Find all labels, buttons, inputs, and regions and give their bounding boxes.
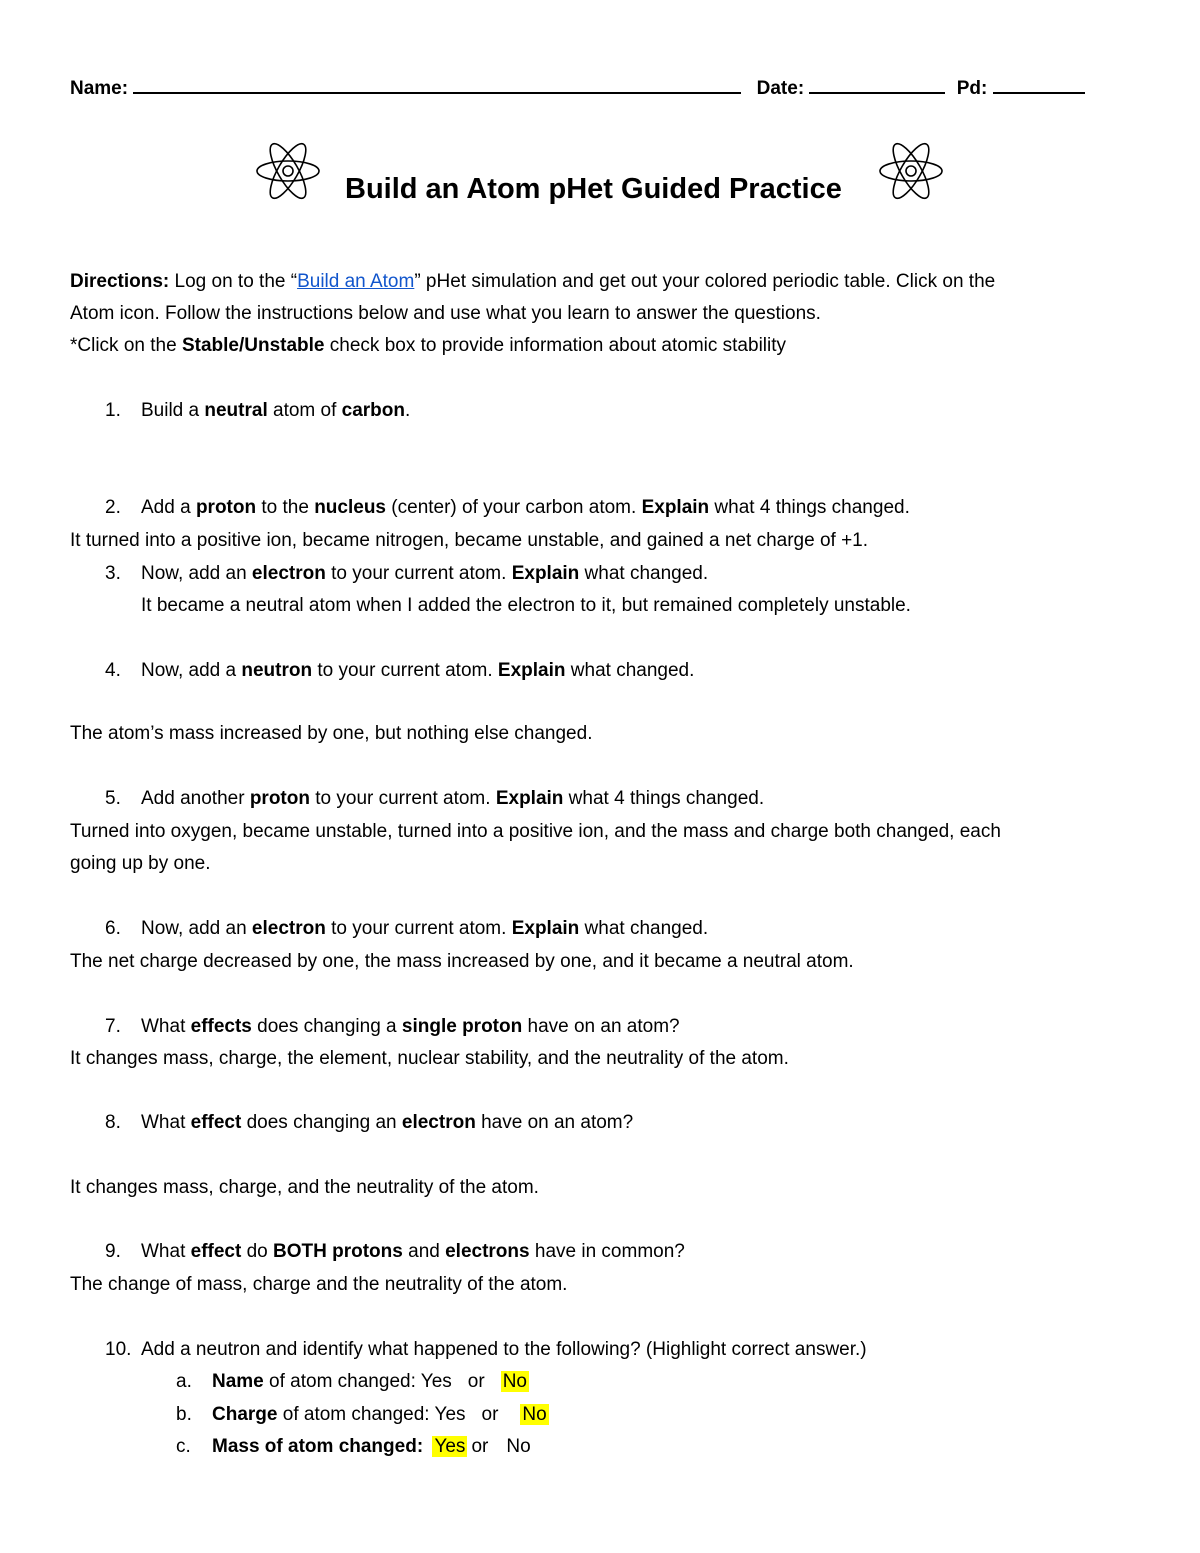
name-field[interactable] <box>133 74 741 94</box>
answer-no-highlighted[interactable]: No <box>522 1404 547 1425</box>
question-7 <box>105 1015 680 1039</box>
question-number: 8. <box>105 1112 121 1133</box>
item-term: Mass of atom changed: <box>212 1436 424 1457</box>
q-text: . <box>405 400 411 421</box>
question-number: 3. <box>105 563 121 584</box>
q-term: single proton <box>401 1016 523 1037</box>
pd-field[interactable] <box>993 74 1085 94</box>
item-text: of atom changed: <box>277 1404 435 1425</box>
q-term: Explain <box>511 563 580 584</box>
q-term: BOTH protons <box>273 1241 403 1262</box>
item-text <box>423 1436 428 1457</box>
item-term: Name <box>212 1371 264 1392</box>
directions-line-2: Atom icon. Follow the instructions below and use what you learn to answer the questions. <box>70 303 821 324</box>
question-8 <box>105 1111 633 1135</box>
question-1 <box>105 399 410 423</box>
atom-icon <box>255 138 321 204</box>
q-text: What <box>141 1241 191 1262</box>
answer-3: It became a neutral atom when I added the electron to it, but remained completely unstable. <box>141 595 911 616</box>
q-term: effect <box>190 1112 242 1133</box>
directions-text: *Click on the <box>70 335 182 356</box>
answer-no[interactable]: No <box>506 1436 531 1457</box>
q-text: to your current atom. <box>312 660 498 681</box>
q-text: to your current atom. <box>325 563 512 584</box>
directions-label: Directions: <box>70 271 170 292</box>
answer-yes[interactable]: Yes <box>420 1371 452 1392</box>
answer-yes[interactable]: Yes <box>434 1404 466 1425</box>
answer-yes-highlighted[interactable]: Yes <box>434 1436 466 1457</box>
q-text: Add a <box>141 497 196 518</box>
question-number: 7. <box>105 1016 121 1037</box>
header-row <box>70 74 1085 101</box>
q-text: what 4 things changed. <box>563 788 765 809</box>
question-number: 6. <box>105 918 121 939</box>
answer-6: The net charge decreased by one, the mass increased by one, and it became a neutral atom. <box>70 951 854 972</box>
question-6 <box>105 917 708 941</box>
directions-line-3 <box>70 334 786 358</box>
date-field[interactable] <box>809 74 945 94</box>
build-an-atom-link[interactable]: Build an Atom <box>297 271 415 292</box>
answer-2: It turned into a positive ion, became nitrogen, became unstable, and gained a net charge of +1. <box>70 530 869 551</box>
pd-label: Pd: <box>956 78 988 99</box>
q-term: effect <box>190 1241 242 1262</box>
q-text: Add another <box>141 788 250 809</box>
q-term: Explain <box>641 497 710 518</box>
q-term: Explain <box>497 660 566 681</box>
q-text: to your current atom. <box>309 788 496 809</box>
q-term: electron <box>251 918 326 939</box>
item-text: of atom changed: <box>263 1371 421 1392</box>
q-term: electron <box>401 1112 476 1133</box>
q-text: what changed. <box>579 918 709 939</box>
q-text: Build a <box>141 400 205 421</box>
q-text: what changed. <box>565 660 695 681</box>
name-label: Name: <box>70 78 129 99</box>
question-2 <box>105 496 910 520</box>
directions-line-1 <box>70 270 995 294</box>
q-term: electrons <box>445 1241 530 1262</box>
answer-or: or <box>471 1436 489 1457</box>
q-text: Now, add a <box>141 660 242 681</box>
q-text: does changing a <box>251 1016 402 1037</box>
question-10 <box>105 1338 867 1362</box>
answer-8: It changes mass, charge, and the neutrality of the atom. <box>70 1177 539 1198</box>
answer-7: It changes mass, charge, the element, nuclear stability, and the neutrality of the atom. <box>70 1048 789 1069</box>
q-term: electron <box>251 563 326 584</box>
directions-text: ” pHet simulation and get out your colored periodic table. Click on the <box>414 271 996 292</box>
q-term: carbon <box>341 400 406 421</box>
answer-4: The atom’s mass increased by one, but nothing else changed. <box>70 723 593 744</box>
q-text: What <box>141 1016 191 1037</box>
q-text: have on an atom? <box>475 1112 634 1133</box>
item-term: Charge <box>212 1404 278 1425</box>
question-4 <box>105 659 694 683</box>
q10-item-c <box>176 1435 531 1459</box>
answer-9: The change of mass, charge and the neutrality of the atom. <box>70 1274 568 1295</box>
q-text: does changing an <box>241 1112 402 1133</box>
q-term: Explain <box>495 788 564 809</box>
q-text: have on an atom? <box>522 1016 680 1037</box>
q-text: What <box>141 1112 191 1133</box>
q-text: what 4 things changed. <box>709 497 910 518</box>
q-text: Now, add an <box>141 563 252 584</box>
q-text: Add a neutron and identify what happened to the following? (Highlight correct answer.) <box>141 1339 867 1360</box>
q10-item-b <box>176 1403 549 1427</box>
answer-5-line-1: Turned into oxygen, became unstable, turned into a positive ion, and the mass and charge both changed, each <box>70 821 1001 842</box>
question-9 <box>105 1240 685 1264</box>
item-letter: c. <box>176 1436 191 1457</box>
answer-5-line-2: going up by one. <box>70 853 211 874</box>
q-text: what changed. <box>579 563 709 584</box>
q-term: proton <box>249 788 310 809</box>
question-number: 10. <box>105 1339 132 1360</box>
q-text: (center) of your carbon atom. <box>386 497 642 518</box>
q-term: neutron <box>241 660 313 681</box>
q-text: have in common? <box>529 1241 685 1262</box>
question-3 <box>105 562 708 586</box>
q-term: nucleus <box>314 497 387 518</box>
q-text: to the <box>256 497 315 518</box>
answer-or: or <box>467 1371 485 1392</box>
q-text: do <box>241 1241 274 1262</box>
question-number: 4. <box>105 660 121 681</box>
stable-unstable-term: Stable/Unstable <box>181 335 325 356</box>
question-5 <box>105 787 764 811</box>
question-number: 5. <box>105 788 121 809</box>
q-text: and <box>402 1241 446 1262</box>
directions-text: Log on to the “ <box>169 271 298 292</box>
q-term: neutral <box>204 400 268 421</box>
item-letter: b. <box>176 1404 192 1425</box>
q-term: Explain <box>511 918 580 939</box>
item-letter: a. <box>176 1371 192 1392</box>
answer-or: or <box>481 1404 499 1425</box>
q-text: Now, add an <box>141 918 252 939</box>
date-label: Date: <box>756 78 805 99</box>
question-number: 2. <box>105 497 121 518</box>
page-title: Build an Atom pHet Guided Practice <box>345 173 842 205</box>
q-text: to your current atom. <box>325 918 512 939</box>
question-number: 1. <box>105 400 121 421</box>
q10-item-a <box>176 1370 529 1394</box>
question-number: 9. <box>105 1241 121 1262</box>
answer-no-highlighted[interactable]: No <box>502 1371 527 1392</box>
directions-text: check box to provide information about atomic stability <box>324 335 787 356</box>
q-term: proton <box>195 497 257 518</box>
q-text: atom of <box>267 400 342 421</box>
atom-icon <box>878 138 944 204</box>
q-term: effects <box>190 1016 252 1037</box>
